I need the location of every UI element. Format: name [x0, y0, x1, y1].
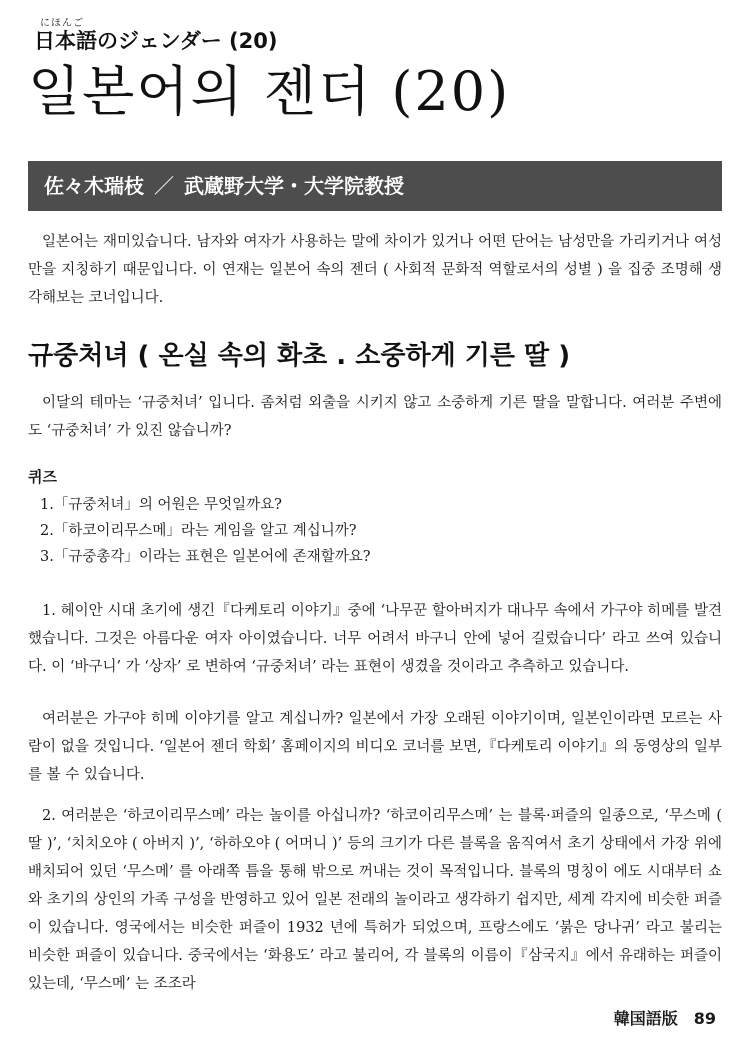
page-title: 일본어의 젠더 (20)	[28, 60, 511, 123]
answer-1-paragraph	[28, 597, 722, 681]
series-title: 日本語のジェンダー (20)	[34, 29, 278, 53]
intro-paragraph	[28, 228, 722, 312]
author-affiliation: 武蔵野大学・大学院教授	[184, 174, 404, 198]
author-separator: ／	[154, 174, 174, 198]
page-number: 89	[693, 1009, 716, 1028]
furigana-nihongo: にほんご	[40, 18, 84, 29]
answer-1-followup-text: 여러분은 가구야 히메 이야기를 알고 계십니까? 일본에서 가장 오래된 이야기이며, 일본인이라면 모르는 사람이 없을 것입니다. ‘일본어 젠더 학회’ 홈페이지의 비디오 코너를 보면,『다케토리 이야기』의 동영상의 일부를 볼 수 있습니다.	[28, 711, 722, 783]
author-name: 佐々木瑞枝	[44, 174, 144, 198]
page-footer	[614, 1006, 716, 1029]
answer-2-text: 2. 여러분은 ‘하코이리무스메’ 라는 놀이를 아십니까? ‘하코이리무스메’ 는 블록·퍼즐의 일종으로, ‘무스메 ( 딸 )’, ‘치치오야 ( 아버지 )’, ‘하하오야 ( 어머니 )’ 등의 크기가 다른 블록을 움직여서 초기 상태에서 가장 위에 배치되어 있던 ‘무스메’ 를 아래쪽 틈을 통해 밖으로 꺼내는 것이 목적입니다. 블록의 명칭이 에도 시대부터 쇼와 초기의 상인의 가족 구성을 반영하고 있어 일본 전래의 놀이라고 생각하기 쉽지만, 세계 각지에 비슷한 퍼즐이 있습니다. 영국에서는 비슷한 퍼즐이 1932 년에 특허가 되었으며, 프랑스에도 ‘붉은 당나귀’ 라고 불리는 비슷한 퍼즐이 있습니다. 중국에서는 ‘화용도’ 라고 불리어, 각 블록의 이름이『삼국지』에서 유래하는 퍼즐이 있는데, ‘무스메’ 는 조조라	[28, 808, 722, 992]
answer-2-paragraph	[28, 802, 722, 998]
quiz-list	[40, 492, 371, 570]
quiz-item: 1.「규중처녀」의 어원은 무엇일까요?	[40, 497, 282, 513]
quiz-heading: 퀴즈	[28, 468, 57, 486]
publication-name: 韓国語版	[613, 1009, 678, 1028]
quiz-item: 3.「규중총각」이라는 표현은 일본어에 존재할까요?	[40, 549, 371, 565]
theme-text: 이달의 테마는 ‘규중처녀’ 입니다. 좀처럼 외출을 시키지 않고 소중하게 기른 딸을 말합니다. 여러분 주변에도 ‘규중처녀’ 가 있진 않습니까?	[28, 395, 722, 439]
answer-1-text: 1. 헤이안 시대 초기에 생긴『다케토리 이야기』중에 ‘나무꾼 할아버지가 대나무 속에서 가구야 히메를 발견했습니다. 그것은 아름다운 여자 아이였습니다. 너무 어려서 바구니 안에 넣어 길렀습니다’ 라고 쓰여 있습니다. 이 ‘바구니’ 가 ‘상자’ 로 변하여 ‘규중처녀’ 라는 표현이 생겼을 것이라고 추측하고 있습니다.	[28, 603, 722, 675]
theme-paragraph	[28, 389, 722, 445]
series-header	[34, 18, 277, 53]
intro-text: 일본어는 재미있습니다. 남자와 여자가 사용하는 말에 차이가 있거나 어떤 단어는 남성만을 가리키거나 여성만을 지칭하기 때문입니다. 이 연재는 일본어 속의 젠더 ( 사회적 문화적 역할로서의 성별 ) 을 집중 조명해 생각해보는 코너입니다.	[28, 234, 722, 306]
section-heading: 규중처녀 ( 온실 속의 화초 . 소중하게 기른 딸 )	[28, 341, 571, 371]
author-banner	[28, 161, 722, 211]
quiz-item: 2.「하코이리무스메」라는 게임을 알고 계십니까?	[40, 523, 357, 539]
answer-1-followup-paragraph	[28, 705, 722, 789]
